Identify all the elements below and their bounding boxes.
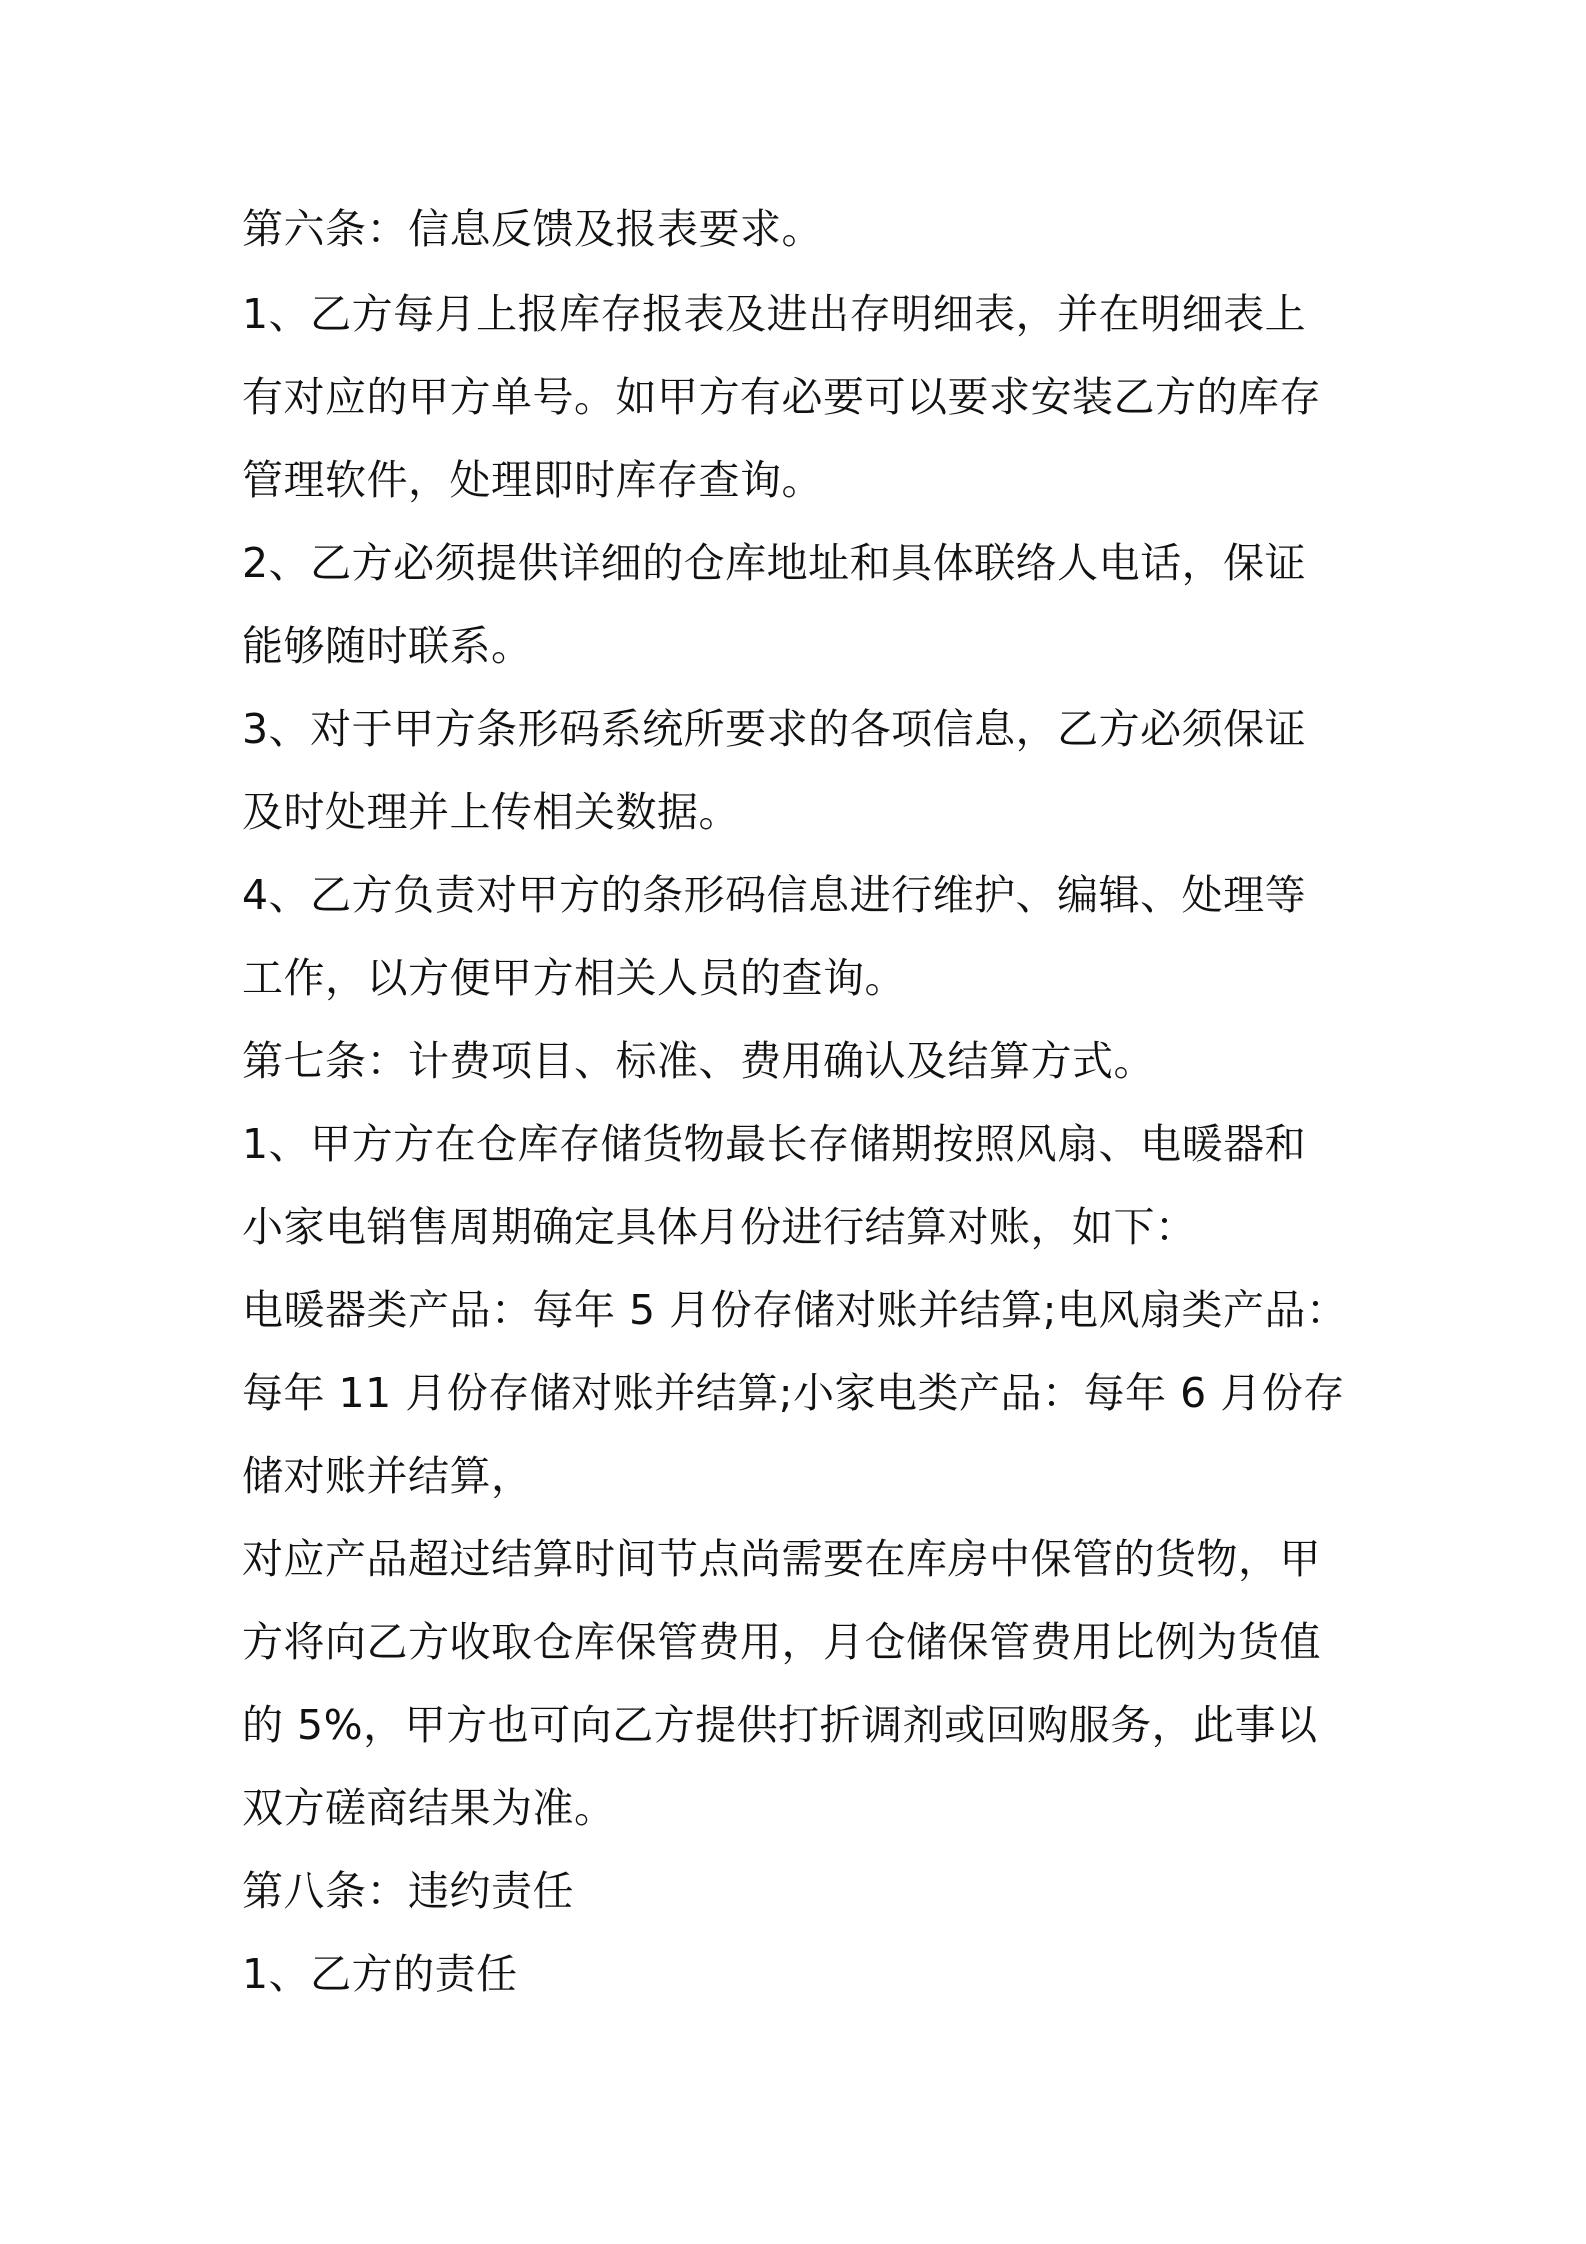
text-line: 及时处理并上传相关数据。: [242, 788, 740, 836]
text-line: 1、乙方的责任: [242, 1950, 518, 1998]
text-line: 工作，以方便甲方相关人员的查询。: [242, 954, 906, 1002]
text-line: 每年 11 月份存储对账并结算;小家电类产品：每年 6 月份存: [242, 1369, 1345, 1417]
text-line: 小家电销售周期确定具体月份进行结算对账，如下：: [242, 1203, 1197, 1251]
text-line: 3、对于甲方条形码系统所要求的各项信息，乙方必须保证: [242, 705, 1307, 753]
article-7-heading: 第七条：计费项目、标准、费用确认及结算方式。: [242, 1037, 1155, 1085]
text-line: 的 5%，甲方也可向乙方提供打折调剂或回购服务，此事以: [242, 1701, 1318, 1749]
text-line: 1、乙方每月上报库存报表及进出存明细表，并在明细表上: [242, 290, 1307, 338]
text-line: 双方磋商结果为准。: [242, 1784, 616, 1832]
text-line: 管理软件，处理即时库存查询。: [242, 456, 823, 504]
text-line: 能够随时联系。: [242, 622, 533, 670]
text-line: 电暖器类产品：每年 5 月份存储对账并结算;电风扇类产品：: [242, 1286, 1348, 1334]
text-line: 方将向乙方收取仓库保管费用，月仓储保管费用比例为货值: [242, 1618, 1321, 1666]
text-line: 储对账并结算，: [242, 1452, 533, 1500]
text-line: 有对应的甲方单号。如甲方有必要可以要求安装乙方的库存: [242, 373, 1321, 421]
text-line: 4、乙方负责对甲方的条形码信息进行维护、编辑、处理等: [242, 871, 1307, 919]
text-line: 对应产品超过结算时间节点尚需要在库房中保管的货物，甲: [242, 1535, 1321, 1583]
article-8-heading: 第八条：违约责任: [242, 1867, 574, 1915]
text-line: 1、甲方方在仓库存储货物最长存储期按照风扇、电暖器和: [242, 1120, 1307, 1168]
article-6-heading: 第六条：信息反馈及报表要求。: [242, 205, 823, 253]
text-line: 2、乙方必须提供详细的仓库地址和具体联络人电话，保证: [242, 539, 1307, 587]
